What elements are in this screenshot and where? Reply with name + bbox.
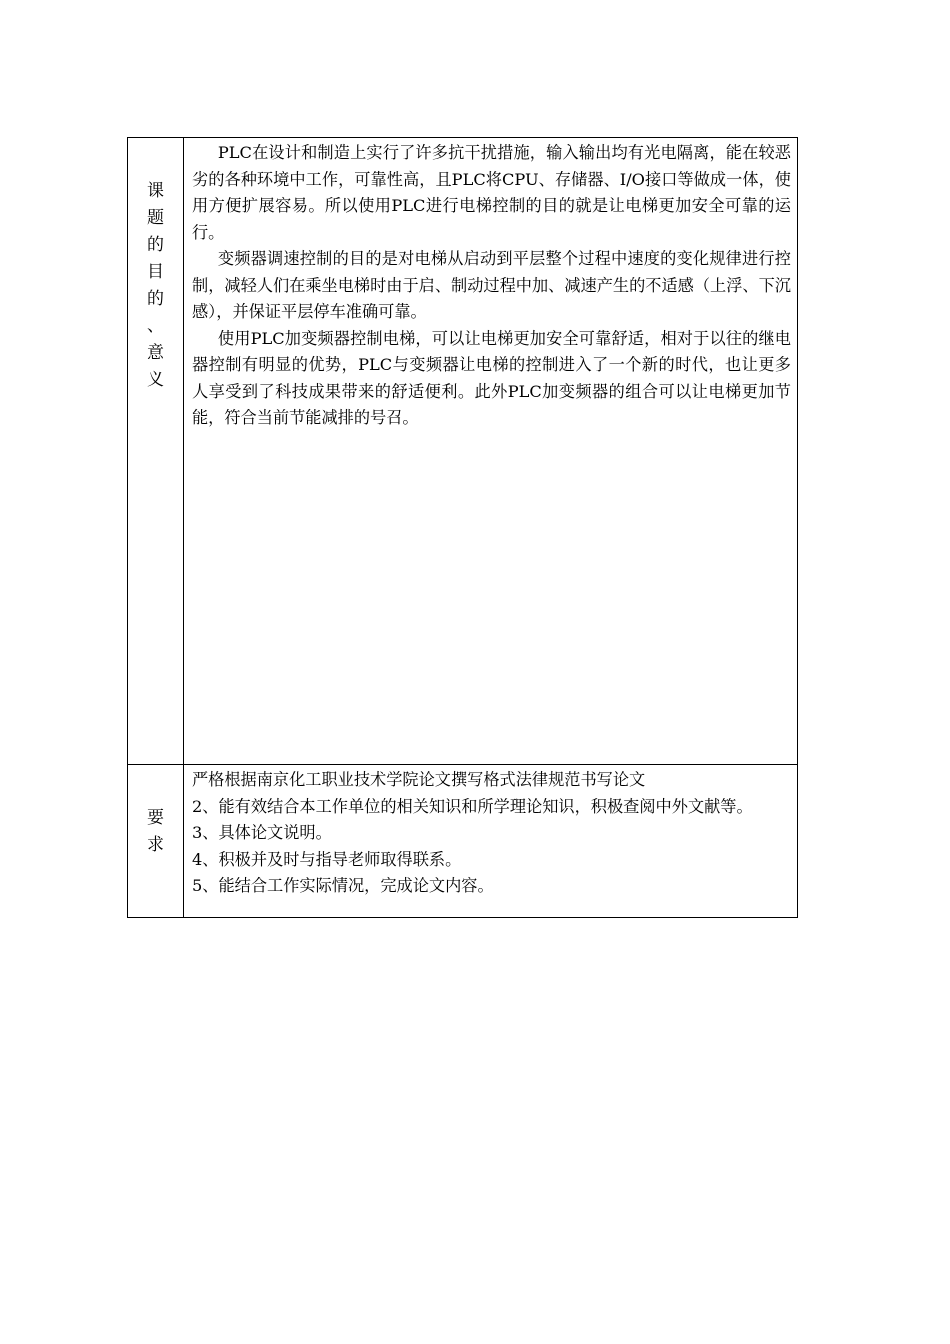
requirement-item-4: 4、积极并及时与指导老师取得联系。 [192, 849, 462, 869]
purpose-row [128, 138, 798, 765]
requirement-item-3: 3、具体论文说明。 [192, 823, 332, 842]
requirement-item-2: 2、能有效结合本工作单位的相关知识和所学理论知识，积极查阅中外文献等。 [192, 796, 753, 816]
purpose-content-cell [184, 138, 798, 765]
purpose-paragraph-2: 变频器调速控制的目的是对电梯从启动到平层整个过程中速度的变化规律进行控制，减轻人们在乘坐电梯时由于启、制动过程中加、减速产生的不适感（上浮、下沉感），并保证平层停车准确可靠。 [192, 249, 791, 321]
purpose-label-cell [128, 138, 184, 765]
form-table [127, 137, 798, 918]
purpose-paragraph-3: 使用PLC加变频器控制电梯，可以让电梯更加安全可靠舒适，相对于以往的继电器控制有明显的优势，PLC与变频器让电梯的控制进入了一个新的时代，也让更多人享受到了科技成果带来的舒适便利。此外PLC加变频器的组合可以让电梯更加节能，符合当前节能减排的号召。 [192, 328, 791, 427]
requirement-item-5: 5、能结合工作实际情况，完成论文内容。 [192, 876, 494, 895]
requirements-label-cell [128, 765, 184, 918]
purpose-paragraph-1: PLC在设计和制造上实行了许多抗干扰措施，输入输出均有光电隔离，能在较恶劣的各种环境中工作，可靠性高，且PLC将CPU、存储器、I/O接口等做成一体，使用方便扩展容易。所以使用PLC进行电梯控制的目的就是让电梯更加安全可靠的运行。 [192, 143, 791, 242]
requirements-content-cell [184, 765, 798, 918]
requirement-item-1: 严格根据南京化工职业技术学院论文撰写格式法律规范书写论文 [192, 770, 646, 789]
purpose-label: 课 题 的 目 的 、 意 义 [147, 181, 164, 390]
requirements-label: 要 求 [147, 808, 164, 855]
requirements-row [128, 765, 798, 918]
